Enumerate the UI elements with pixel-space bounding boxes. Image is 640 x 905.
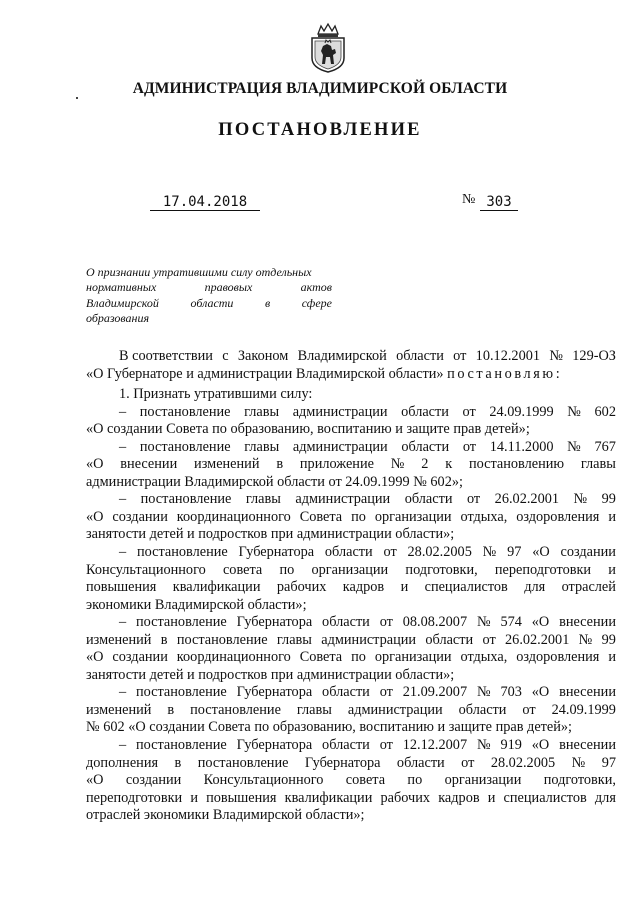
word: 26.02.2001 bbox=[494, 491, 560, 508]
word: области bbox=[190, 295, 234, 310]
word: области bbox=[322, 614, 370, 631]
word: 574 bbox=[500, 614, 522, 631]
text-line bbox=[86, 597, 616, 615]
word: от bbox=[379, 684, 393, 701]
word: повышения bbox=[206, 789, 277, 806]
word: постановление bbox=[197, 754, 289, 771]
word: квалификации bbox=[172, 579, 261, 596]
word: отраслей экономики Владимирской области»; bbox=[86, 807, 365, 824]
word: О признании утратившими силу отдельных bbox=[86, 265, 312, 279]
word: Губернатора bbox=[236, 684, 313, 701]
subject-line bbox=[86, 296, 332, 311]
word: постановление bbox=[136, 614, 227, 631]
preamble-line-1 bbox=[86, 348, 616, 366]
word: № bbox=[390, 456, 405, 473]
word: «О bbox=[86, 649, 104, 666]
word: главы bbox=[296, 701, 332, 718]
word: В соответствии bbox=[119, 348, 213, 364]
word: специалистов bbox=[424, 579, 508, 596]
text-line bbox=[86, 544, 616, 562]
word: создании bbox=[112, 508, 168, 525]
word: области bbox=[425, 631, 474, 648]
word: № bbox=[476, 737, 491, 754]
word: от bbox=[522, 701, 536, 718]
word: № bbox=[573, 491, 588, 508]
word: 12.12.2007 bbox=[402, 737, 468, 754]
word: «О bbox=[531, 737, 550, 754]
word: дополнения bbox=[86, 754, 159, 771]
word: от bbox=[383, 544, 397, 561]
word: – bbox=[119, 544, 127, 561]
word: «О создании Совета по образованию, воспитанию и защите прав детей»; bbox=[86, 421, 530, 438]
text-line bbox=[86, 632, 616, 650]
word: 99 bbox=[601, 491, 616, 508]
word: – bbox=[119, 614, 127, 631]
word: организации bbox=[374, 649, 452, 666]
word: в bbox=[265, 295, 271, 310]
word: Губернатора bbox=[238, 544, 315, 561]
word: 28.02.2005 bbox=[490, 754, 556, 771]
word: от bbox=[462, 403, 476, 420]
word: от bbox=[466, 491, 481, 508]
word: области bbox=[404, 491, 453, 508]
word: и bbox=[400, 579, 409, 596]
word: от bbox=[379, 737, 393, 754]
word: постановление bbox=[190, 701, 281, 718]
word: координационного bbox=[176, 649, 291, 666]
word: Совета bbox=[299, 649, 343, 666]
word: изменений bbox=[194, 456, 260, 473]
word: с bbox=[222, 348, 229, 364]
word: 129-ОЗ bbox=[572, 348, 616, 364]
word: – bbox=[119, 684, 127, 701]
word: области bbox=[322, 737, 370, 754]
word: переподготовки bbox=[86, 789, 183, 806]
word: отраслей bbox=[561, 579, 616, 596]
word: экономики Владимирской области»; bbox=[86, 596, 307, 613]
word: подготовки, bbox=[405, 561, 478, 578]
word: для bbox=[594, 789, 616, 806]
word: занятости детей и подростков при администрации области»; bbox=[86, 526, 455, 543]
word: создании bbox=[125, 772, 182, 789]
document-date: 17.04.2018 bbox=[150, 194, 260, 211]
word: рабочих bbox=[276, 579, 327, 596]
word: 14.11.2000 bbox=[489, 438, 554, 455]
word: 703 bbox=[500, 684, 522, 701]
word: сфере bbox=[301, 295, 332, 310]
word: «О bbox=[532, 544, 550, 561]
item-1-text: 1. Признать утратившими силу: bbox=[119, 386, 313, 403]
word: к bbox=[445, 456, 453, 473]
text-line bbox=[86, 562, 616, 580]
word: для bbox=[524, 579, 546, 596]
word: создании bbox=[112, 649, 168, 666]
word: изменений bbox=[86, 631, 152, 648]
word: постановление bbox=[139, 403, 231, 420]
word: создании bbox=[560, 544, 616, 561]
word: «О bbox=[86, 508, 104, 525]
word: постановление bbox=[136, 544, 228, 561]
word: «О bbox=[86, 772, 104, 789]
word: внесении bbox=[559, 614, 616, 631]
word: отдыха, bbox=[460, 508, 508, 525]
word: от bbox=[379, 614, 393, 631]
word: актов bbox=[300, 280, 332, 295]
word: приложение bbox=[299, 456, 374, 473]
word: координационного bbox=[176, 508, 291, 525]
word: главы bbox=[244, 403, 280, 420]
word: рабочих bbox=[380, 789, 431, 806]
word: оздоровления bbox=[516, 508, 600, 525]
word: постановлению bbox=[468, 456, 565, 473]
text-line bbox=[86, 404, 616, 422]
word: Консультационного bbox=[203, 772, 324, 789]
word: – bbox=[119, 403, 127, 420]
text-line bbox=[86, 755, 616, 773]
word: 24.09.1999 bbox=[489, 403, 554, 420]
word: и bbox=[608, 561, 616, 578]
word: администрации bbox=[292, 438, 388, 455]
text-line bbox=[86, 439, 616, 457]
word: по bbox=[279, 561, 295, 578]
word: совета bbox=[222, 561, 263, 578]
word: постановление bbox=[176, 631, 268, 648]
document-type-title: ПОСТАНОВЛЕНИЕ bbox=[218, 120, 422, 140]
text-line bbox=[86, 579, 616, 597]
word: № bbox=[567, 438, 581, 455]
word: администрации Владимирской области от 24.09.1999 № 602»; bbox=[86, 473, 463, 490]
subject-line bbox=[86, 280, 332, 295]
word: администрации bbox=[321, 631, 417, 648]
word: подготовки, bbox=[543, 772, 616, 789]
word: области bbox=[401, 403, 449, 420]
word: кадров bbox=[438, 789, 480, 806]
word: по bbox=[407, 772, 423, 789]
organization-title: АДМИНИСТРАЦИЯ ВЛАДИМИРСКОЙ ОБЛАСТИ bbox=[132, 80, 508, 97]
word: внесении bbox=[559, 684, 616, 701]
word: по bbox=[351, 649, 366, 666]
word: повышения bbox=[86, 579, 157, 596]
word: 767 bbox=[594, 438, 616, 455]
subject-line bbox=[86, 265, 332, 280]
word: организации bbox=[374, 508, 452, 525]
word: области bbox=[322, 684, 370, 701]
word: «О bbox=[86, 456, 104, 473]
word: области bbox=[324, 544, 373, 561]
word: нормативных bbox=[86, 280, 157, 295]
word: главы bbox=[244, 438, 280, 455]
repealed-acts-list bbox=[86, 404, 616, 825]
word: кадров bbox=[342, 579, 385, 596]
document-subject bbox=[86, 265, 332, 326]
word: постановление bbox=[139, 438, 231, 455]
word: области bbox=[401, 438, 450, 455]
word: постановление bbox=[140, 491, 232, 508]
word: № bbox=[567, 403, 581, 420]
word: специалистов bbox=[503, 789, 587, 806]
word: от bbox=[461, 754, 475, 771]
word: внесении bbox=[120, 456, 178, 473]
word: внесении bbox=[559, 737, 616, 754]
word: главы bbox=[245, 491, 281, 508]
word: от bbox=[453, 348, 467, 364]
preamble-decision-word: постановляю: bbox=[447, 365, 563, 382]
text-line bbox=[86, 772, 616, 790]
word: 919 bbox=[500, 737, 522, 754]
text-line bbox=[86, 614, 616, 632]
word: изменений bbox=[86, 701, 152, 718]
word: и bbox=[608, 649, 616, 666]
word: Губернатора bbox=[236, 737, 313, 754]
word: 28.02.2005 bbox=[407, 544, 472, 561]
word: Владимирской bbox=[86, 295, 159, 310]
word: «О bbox=[531, 684, 550, 701]
word: 21.09.2007 bbox=[402, 684, 468, 701]
word: постановление bbox=[136, 684, 227, 701]
word: постановление bbox=[136, 737, 227, 754]
word: 97 bbox=[601, 754, 616, 771]
word: № bbox=[476, 614, 491, 631]
subject-line bbox=[86, 311, 332, 326]
number-label: № bbox=[462, 192, 476, 207]
word: правовых bbox=[204, 280, 253, 295]
word: «О bbox=[531, 614, 550, 631]
word: и bbox=[608, 508, 616, 525]
coat-of-arms-icon bbox=[308, 22, 348, 74]
text-line bbox=[86, 491, 616, 509]
text-line bbox=[86, 807, 616, 825]
word: 2 bbox=[421, 456, 429, 473]
word: 99 bbox=[601, 631, 616, 648]
word: по bbox=[351, 508, 366, 525]
word: области bbox=[396, 348, 444, 364]
text-line bbox=[86, 667, 616, 685]
preamble-text: «О Губернаторе и администрации Владимирской области» bbox=[86, 365, 444, 382]
word: Консультационного bbox=[86, 561, 206, 578]
word: главы bbox=[276, 631, 312, 648]
word: от bbox=[482, 631, 496, 648]
word: – bbox=[119, 737, 127, 754]
word: в bbox=[174, 754, 182, 771]
word: администрации bbox=[292, 403, 388, 420]
word: 10.12.2001 bbox=[475, 348, 541, 364]
word: № bbox=[571, 754, 586, 771]
word: главы bbox=[580, 456, 616, 473]
text-line bbox=[86, 719, 616, 737]
preamble-line-2 bbox=[86, 366, 616, 384]
word: Совета bbox=[299, 508, 343, 525]
word: от bbox=[462, 438, 477, 455]
word: и bbox=[190, 789, 198, 806]
word: – bbox=[119, 491, 127, 508]
text-line bbox=[86, 790, 616, 808]
word: области bbox=[458, 701, 507, 718]
word: 26.02.2001 bbox=[505, 631, 570, 648]
word: № bbox=[578, 631, 593, 648]
word: № bbox=[482, 544, 497, 561]
word: администрации bbox=[347, 701, 443, 718]
word: совета bbox=[345, 772, 386, 789]
word: образования bbox=[86, 310, 150, 325]
word: 602 bbox=[594, 403, 616, 420]
word: организации bbox=[311, 561, 389, 578]
word: отдыха, bbox=[460, 649, 508, 666]
word: № 602 «О создании Совета по образованию, воспитанию и защите прав детей»; bbox=[86, 719, 573, 736]
word: 08.08.2007 bbox=[402, 614, 468, 631]
word: – bbox=[119, 438, 127, 455]
text-line bbox=[86, 474, 616, 492]
text-line bbox=[86, 421, 616, 439]
word: в bbox=[167, 701, 175, 718]
word: Владимирской bbox=[297, 348, 387, 364]
text-line bbox=[86, 702, 616, 720]
word: 24.09.1999 bbox=[551, 701, 616, 718]
text-line bbox=[86, 649, 616, 667]
word: Губернатора bbox=[236, 614, 313, 631]
word: Законом bbox=[237, 348, 289, 364]
word: квалификации bbox=[284, 789, 373, 806]
text-line bbox=[86, 737, 616, 755]
document-body bbox=[86, 348, 616, 825]
text-line bbox=[86, 509, 616, 527]
word: Губернатора bbox=[304, 754, 381, 771]
word: в bbox=[276, 456, 284, 473]
word: оздоровления bbox=[516, 649, 600, 666]
word: переподготовки bbox=[494, 561, 592, 578]
word: организации bbox=[444, 772, 522, 789]
text-line bbox=[86, 456, 616, 474]
word: № bbox=[476, 684, 491, 701]
text-line bbox=[86, 684, 616, 702]
document-number: 303 bbox=[480, 194, 518, 211]
word: занятости детей и подростков при администрации области»; bbox=[86, 666, 455, 683]
word: администрации bbox=[295, 491, 391, 508]
item-1-heading bbox=[86, 386, 616, 404]
word: области bbox=[396, 754, 445, 771]
word: 97 bbox=[507, 544, 522, 561]
word: в bbox=[160, 631, 168, 648]
word: и bbox=[487, 789, 496, 806]
word: № bbox=[549, 348, 563, 364]
text-line bbox=[86, 526, 616, 544]
